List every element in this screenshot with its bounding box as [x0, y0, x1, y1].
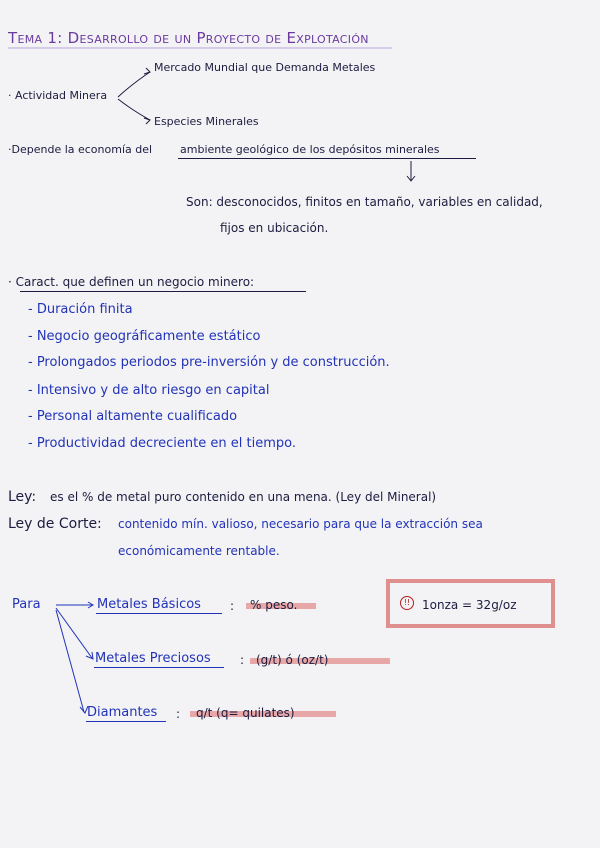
para-label: Para [12, 597, 41, 612]
ley-text: es el % de metal puro contenido en una mena. (Ley del Mineral) [50, 490, 437, 504]
son-line-2: fijos en ubicación. [220, 221, 329, 235]
para-row-underline [96, 613, 222, 614]
para-row-unit: % peso. [250, 598, 298, 612]
para-arrow-2 [56, 608, 92, 658]
caract-item: - Productividad decreciente en el tiempo. [28, 436, 296, 451]
ley-corte-line-1: contenido mín. valioso, necesario para que la extracción sea [118, 517, 483, 531]
caract-heading: · Caract. que definen un negocio minero: [8, 275, 255, 289]
ley-corte-line-2: económicamente rentable. [118, 544, 280, 558]
para-arrow-3 [56, 610, 84, 712]
actividad-label: · Actividad Minera [8, 89, 108, 102]
depende-underlined: ambiente geológico de los depósitos minerales [180, 143, 440, 156]
caract-item: - Negocio geográficamente estático [28, 329, 261, 344]
para-row-unit: q/t (q= quilates) [196, 706, 295, 720]
para-row-underline [86, 721, 166, 722]
son-line-1: Son: desconocidos, finitos en tamaño, variables en calidad, [186, 195, 543, 209]
ley-corte-label: Ley de Corte: [8, 516, 102, 532]
branch-top-text: Mercado Mundial que Demanda Metales [154, 61, 376, 74]
caract-item: - Personal altamente cualificado [28, 409, 238, 424]
branch-bottom-text: Especies Minerales [154, 115, 259, 128]
caract-item: - Duración finita [28, 302, 133, 317]
ley-label: Ley: [8, 489, 37, 505]
caract-underline [20, 291, 306, 292]
caract-item: - Prolongados periodos pre-inversión y de construcción. [28, 355, 390, 370]
branch-arrow-bottom [118, 99, 150, 120]
caract-item: - Intensivo y de alto riesgo en capital [28, 383, 270, 398]
note-text: 1onza = 32g/oz [422, 598, 517, 612]
depende-prefix: ·Depende la economía del [8, 143, 153, 156]
para-row-name: Metales Básicos [97, 597, 201, 612]
warning-icon: !! [400, 596, 414, 610]
para-row-name: Diamantes [87, 705, 158, 720]
colon: : [240, 653, 245, 667]
para-row-underline [94, 667, 224, 668]
para-row-name: Metales Preciosos [95, 651, 211, 666]
branch-arrow-top [118, 72, 150, 97]
para-row-unit: (g/t) ó (oz/t) [256, 653, 329, 667]
page-title: Tema 1: Desarrollo de un Proyecto de Explotación [8, 29, 369, 47]
colon: : [176, 707, 181, 721]
colon: : [230, 599, 235, 613]
depende-underline [178, 158, 476, 159]
